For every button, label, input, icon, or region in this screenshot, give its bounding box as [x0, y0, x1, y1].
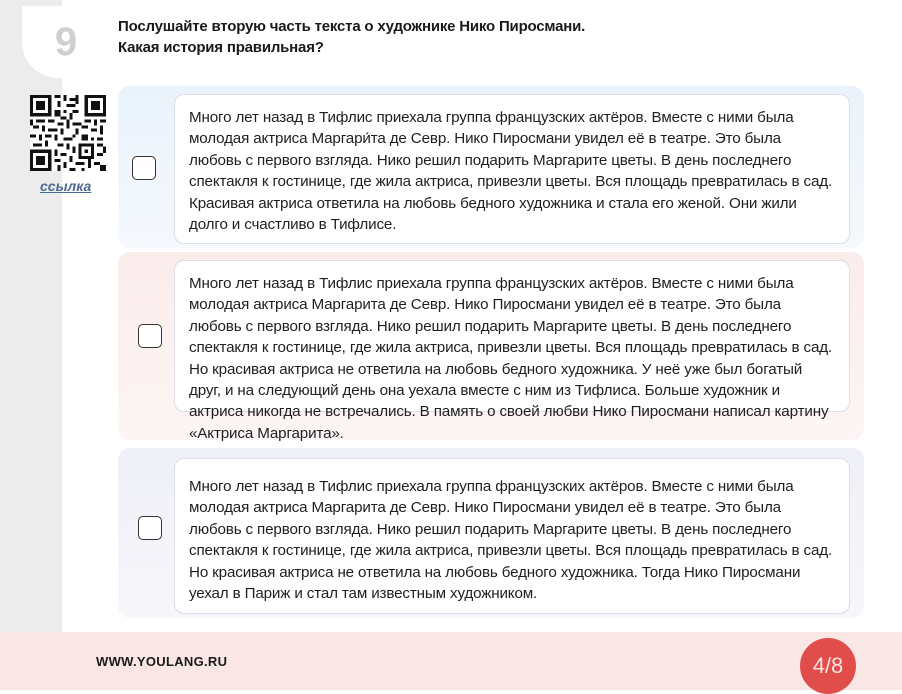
task-number: 9 — [54, 19, 78, 64]
answer-option-3 — [118, 448, 864, 618]
qr-code-icon[interactable] — [30, 95, 106, 171]
page-number-badge — [800, 638, 856, 694]
option-3-checkbox[interactable] — [138, 516, 162, 540]
answer-option-1 — [118, 86, 864, 248]
option-2-text: Много лет назад в Тифлис приехала группа французских актёров. Вместе с ними была молодая актриса Маргарита де Севр. Нико Пиросмани увидел её в театре. Это была любовь с первого взгляда. Нико решил подарить Маргарите цветы. В день последнего спектакля к гостинице, где жила актриса, привезли цветы. Вся площадь превратилась в сад. Но красивая актриса не ответила на любовь бедного художника. У неё уже был богатый друг, и на следующий день она уехала вместе с ним из Тифлиса. Больше художник и актриса никогда не встречались. В память о своей любви Нико Пиросмани написал картину «Актриса Маргарита». — [174, 260, 850, 412]
task-number-badge — [22, 6, 110, 78]
question-line-2: Какая история правильная? — [118, 39, 324, 56]
site-url[interactable]: WWW.YOULANG.RU — [96, 654, 228, 669]
question-line-1: Послушайте вторую часть текста о художнике Нико Пиросмани. — [118, 18, 586, 35]
option-1-checkbox[interactable] — [132, 156, 156, 180]
page-number: 4/8 — [812, 653, 844, 678]
option-1-text: Много лет назад в Тифлис приехала группа французских актёров. Вместе с ними была молодая актриса Маргари́та де Севр. Нико Пиросмани увидел её в театре. Это была любовь с первого взгляда. Нико решил подарить Маргарите цветы. В день последнего спектакля к гостинице, где жила актриса, привезли цветы. Вся площадь превратилась в сад. Красивая актриса ответила на любовь бедного художника и стала его женой. Они жили долго и счастливо в Тифлисе. — [174, 94, 850, 244]
question — [118, 16, 818, 58]
answer-option-2 — [118, 252, 864, 440]
qr-link[interactable]: ссылка — [40, 178, 92, 194]
footer — [0, 632, 902, 690]
option-2-checkbox[interactable] — [138, 324, 162, 348]
option-3-text: Много лет назад в Тифлис приехала группа французских актёров. Вместе с ними была молодая актриса Маргарита де Севр. Нико Пиросмани увидел её в театре. Это была любовь с первого взгляда. Нико решил подарить Маргарите цветы. В день последнего спектакля к гостинице, где жила актриса, привезли цветы. Вся площадь превратилась в сад. Но красивая актриса не ответила на любовь бедного художника. Тогда Нико Пиросмани уехал в Париж и стал там известным художником. — [174, 458, 850, 614]
